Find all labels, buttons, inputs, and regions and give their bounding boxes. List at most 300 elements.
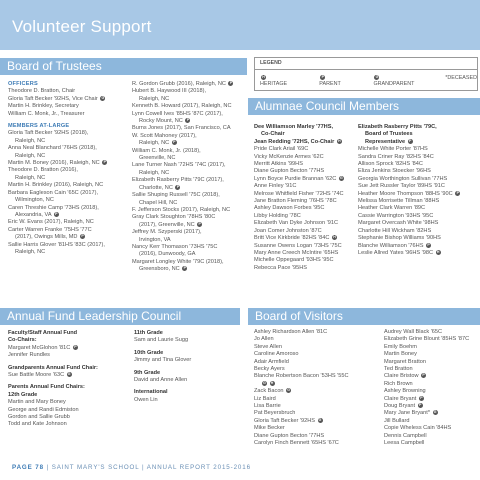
list-item-text: (2017), Owings Mills, MD bbox=[15, 234, 78, 241]
list-item-text: David and Anne Allen bbox=[134, 377, 188, 384]
list-item-text: Eliza Jenkins Stoecker '96HS bbox=[358, 168, 431, 175]
list-item bbox=[8, 153, 126, 160]
grandparent-icon: G bbox=[263, 380, 266, 385]
list-item bbox=[132, 185, 250, 192]
page-footer bbox=[12, 464, 251, 471]
list-item-text: Lynn Cowell Ives '85HS '87C (2017), bbox=[132, 110, 223, 117]
list-item-text: Vicky McKenzie Armes '62C bbox=[254, 153, 324, 160]
grandparent-icon: G bbox=[318, 417, 322, 422]
list-item bbox=[358, 168, 478, 175]
list-item-text: Lane Turner Nash '72HS '74C (2017), bbox=[132, 162, 226, 169]
list-item-text: Jimmy and Tina Glover bbox=[134, 357, 192, 364]
parent-icon: P bbox=[422, 373, 425, 378]
legend-grandparent: G GRANDPARENT bbox=[373, 75, 415, 87]
list-item-text: Grandparents Annual Fund Chair: bbox=[8, 364, 98, 371]
legend-heritage: H HERITAGE bbox=[260, 75, 288, 87]
list-item bbox=[132, 88, 250, 95]
list-item bbox=[358, 228, 478, 235]
heritage-icon: H bbox=[333, 235, 336, 240]
parent-icon: P bbox=[176, 184, 180, 189]
list-item bbox=[358, 213, 478, 220]
list-item bbox=[254, 433, 370, 440]
list-item bbox=[132, 244, 250, 251]
list-item bbox=[8, 205, 126, 212]
list-item-text: Jean Redding '72HS, Co-Chair bbox=[254, 138, 335, 145]
list-item bbox=[254, 265, 366, 272]
list-item bbox=[8, 372, 126, 379]
list-item bbox=[132, 214, 250, 221]
list-item bbox=[358, 243, 478, 250]
list-item-text: (2016), Dunwoody, GA bbox=[139, 251, 196, 258]
list-item bbox=[8, 96, 126, 103]
list-item-text: Diane Gupton Becton '77HS bbox=[254, 168, 325, 175]
list-item-text: Jennifer Rundles bbox=[8, 352, 50, 359]
list-item bbox=[132, 192, 250, 199]
list-item bbox=[8, 407, 126, 414]
parent-icon: P bbox=[186, 118, 190, 123]
list-item-text: Doug Bryant bbox=[384, 403, 416, 410]
list-item bbox=[358, 176, 478, 183]
list-item-text: Pat Beyersbruch bbox=[254, 410, 296, 417]
list-item bbox=[254, 344, 370, 351]
heritage-icon: H bbox=[436, 249, 440, 254]
list-item-text: OFFICERS bbox=[8, 81, 38, 87]
list-item bbox=[132, 237, 250, 244]
list-item bbox=[254, 213, 366, 220]
list-item-text: Raleigh, NC bbox=[139, 169, 170, 176]
parent-icon: P bbox=[81, 234, 84, 239]
list-item bbox=[254, 329, 370, 336]
list-item-text: R. Gordon Grubb (2016), Raleigh, NC bbox=[132, 81, 226, 87]
list-item-text: Stephanie Bishop Williams '90HS bbox=[358, 235, 441, 242]
list-item bbox=[254, 440, 370, 447]
list-item bbox=[132, 103, 250, 110]
list-item bbox=[8, 234, 126, 241]
list-item bbox=[384, 418, 480, 425]
list-item-text: Co-Chair bbox=[261, 131, 285, 138]
list-item-text: Joan Comer Johnston '87C bbox=[254, 227, 322, 234]
list-item bbox=[384, 336, 480, 343]
visitors-column-1 bbox=[254, 329, 370, 448]
list-item bbox=[8, 330, 126, 337]
list-item-text: Sue Jett Russler Taylor '89HS '91C bbox=[358, 183, 445, 190]
list-item bbox=[134, 330, 234, 337]
list-item-text: Margaret Longley White '79C (2018), bbox=[132, 258, 224, 265]
list-item-text: International bbox=[134, 389, 168, 396]
list-item-text: Michelle Oppegaard '93HS '95C bbox=[254, 257, 334, 264]
list-item-text: Martin Boney bbox=[384, 351, 417, 358]
list-item-text: Liz Baird bbox=[254, 395, 276, 402]
list-item-text: MEMBERS AT-LARGE bbox=[8, 123, 70, 130]
list-item-text: Sandra Criner Ray '82HS '84C bbox=[358, 153, 434, 160]
list-item bbox=[8, 145, 126, 152]
list-item-text: Board of Trustees bbox=[365, 131, 413, 138]
list-item-text: Elizabeth Van Dyke Johnson '91C bbox=[254, 220, 338, 227]
deceased-icon: * bbox=[445, 75, 448, 81]
list-item-text: Martin M. Boney (2016), Raleigh, NC bbox=[8, 160, 100, 167]
list-item-text: Faculty/Staff Annual Fund bbox=[8, 330, 78, 336]
list-item-text: Mary Anne Creech McIntire '65HS bbox=[254, 249, 339, 256]
list-item-text: Britt Vice Kirkbride '82HS '84C bbox=[254, 235, 330, 242]
list-item-text: Todd and Kate Johnson bbox=[8, 421, 67, 428]
list-item-text: Eric W. Evans (2017), Raleigh, NC bbox=[8, 219, 94, 226]
list-item-text: Steve Allen bbox=[254, 343, 282, 350]
parent-icon: P bbox=[198, 221, 201, 226]
list-item bbox=[254, 243, 366, 250]
list-item bbox=[132, 118, 250, 125]
list-item bbox=[384, 440, 480, 447]
list-item-text: Jill Bullard bbox=[384, 417, 410, 424]
list-item bbox=[254, 198, 366, 205]
list-item bbox=[8, 212, 126, 219]
list-item bbox=[254, 176, 366, 183]
list-item-text: F. Jefferson Stocks (2017), Raleigh, NC bbox=[132, 206, 231, 213]
list-item-text: Allison Sprock '82HS '84C bbox=[358, 161, 423, 168]
legend-deceased: *DECEASED bbox=[445, 75, 477, 81]
list-item-text: Gloria Taft Becker '92HS bbox=[254, 417, 315, 424]
list-item-text: Theodore D. Bratton (2016), bbox=[8, 167, 78, 174]
parent-icon: P bbox=[173, 140, 176, 145]
list-item bbox=[254, 139, 366, 146]
grandparent-icon: G bbox=[433, 410, 437, 415]
list-item bbox=[384, 366, 480, 373]
page-header-bar bbox=[0, 0, 480, 50]
legend-box bbox=[254, 57, 478, 91]
alumnae-column-1 bbox=[254, 124, 366, 272]
list-item bbox=[134, 397, 234, 404]
list-item-text: Michelle White Porter '87HS bbox=[358, 146, 428, 153]
list-item-text: Jeffrey M. Szyperski (2017), bbox=[132, 229, 202, 236]
parent-icon: P bbox=[409, 138, 412, 143]
list-item bbox=[358, 205, 478, 212]
list-item-text: Carter Warren Franke '75HS '77C bbox=[8, 226, 92, 233]
list-item-text: Charlotte, NC bbox=[139, 184, 173, 191]
list-item bbox=[134, 377, 234, 384]
list-item-text: Claire Bristow bbox=[384, 373, 419, 380]
list-item-text: Claire Bryant bbox=[384, 395, 417, 402]
list-item-text: Jane Bratton Fleming '76HS '78C bbox=[254, 198, 337, 205]
list-item-text: Sam and Laurie Sugg bbox=[134, 337, 189, 344]
list-item-text: William C. Monk, Jr., Treasurer bbox=[8, 110, 85, 117]
list-item bbox=[132, 162, 250, 169]
list-item-text: 11th Grade bbox=[134, 330, 163, 336]
list-item bbox=[132, 229, 250, 236]
list-item bbox=[254, 388, 370, 395]
list-item-text: Raleigh, NC bbox=[15, 248, 46, 255]
list-item-text: Ashley Dawson Forbes '95C bbox=[254, 205, 325, 212]
parent-icon: P bbox=[456, 190, 459, 195]
list-item-text: Leesa Campbell bbox=[384, 440, 425, 447]
list-item-text: Martin H. Brinkley, Secretary bbox=[8, 103, 79, 110]
list-item bbox=[384, 403, 480, 410]
list-item bbox=[384, 359, 480, 366]
list-item bbox=[254, 146, 366, 153]
list-item-text: Margaret Bratton bbox=[384, 358, 426, 365]
list-item bbox=[134, 389, 234, 396]
parent-icon: P bbox=[418, 403, 422, 408]
list-item bbox=[134, 370, 234, 377]
parent-icon: P bbox=[55, 211, 58, 216]
list-item bbox=[132, 200, 250, 207]
list-item-text: Susanne Owens Logan '73HS '75C bbox=[254, 242, 342, 249]
list-item-text: Sue Battle Moore '63C bbox=[8, 372, 65, 379]
list-item-text: Jo Allen bbox=[254, 336, 274, 343]
list-item-text: 10th Grade bbox=[134, 349, 164, 356]
page-number: PAGE 78 bbox=[12, 464, 44, 471]
legend-title: LEGEND bbox=[260, 60, 282, 66]
list-item bbox=[254, 235, 366, 242]
list-item-text: Elizabeth Grine Blount '85HS '87C bbox=[384, 336, 470, 343]
list-item bbox=[254, 124, 366, 131]
list-item bbox=[358, 183, 478, 190]
list-item bbox=[358, 154, 478, 161]
visitors-column-2 bbox=[384, 329, 480, 448]
footer-separator: | bbox=[142, 464, 145, 471]
list-item bbox=[8, 138, 126, 145]
list-item bbox=[8, 384, 126, 391]
list-item bbox=[358, 146, 478, 153]
list-item-text: Gray Clark Stoughton '78HS '80C bbox=[132, 214, 216, 221]
list-item-text: Kenneth B. Howard (2017), Raleigh, NC bbox=[132, 103, 232, 110]
parent-icon: P bbox=[74, 344, 77, 349]
list-item bbox=[8, 249, 126, 256]
list-item bbox=[8, 242, 126, 249]
list-item bbox=[8, 421, 126, 428]
list-item bbox=[8, 103, 126, 110]
heritage-icon: H bbox=[338, 138, 341, 143]
list-item bbox=[8, 337, 126, 344]
page-title: Volunteer Support bbox=[12, 17, 152, 36]
list-item bbox=[132, 170, 250, 177]
list-item-text: Raleigh, NC bbox=[15, 174, 46, 181]
list-item-text: 12th Grade bbox=[8, 391, 38, 398]
parent-icon: P bbox=[420, 395, 423, 400]
list-item bbox=[254, 366, 370, 373]
parent-icon: P bbox=[183, 266, 186, 271]
list-item bbox=[8, 345, 126, 352]
list-item-text: Gloria Taft Becker '92HS, Vice Chair bbox=[8, 95, 98, 102]
list-item bbox=[8, 399, 126, 406]
list-item bbox=[8, 219, 126, 226]
list-item-text: Cassie Warrington '93HS '95C bbox=[358, 212, 434, 219]
list-item-text: Lisa Barrie bbox=[254, 403, 281, 410]
list-item-text: Blanche Williamson '76HS bbox=[358, 242, 424, 249]
list-item-text: Rocky Mount, NC bbox=[139, 118, 183, 125]
list-item bbox=[384, 344, 480, 351]
list-item bbox=[254, 131, 366, 138]
list-item bbox=[254, 250, 366, 257]
list-item bbox=[8, 130, 126, 137]
list-item bbox=[384, 373, 480, 380]
grandparent-icon: G bbox=[340, 175, 343, 180]
list-item-text: Diane Gupton Becton '77HS bbox=[254, 432, 325, 439]
list-item-text: Gordon and Sallie Grubb bbox=[8, 414, 70, 421]
list-item bbox=[358, 220, 478, 227]
list-item-text: Greenville, NC bbox=[139, 155, 176, 162]
list-item bbox=[254, 257, 366, 264]
list-item-text: (2017), Greenville, NC bbox=[139, 221, 195, 228]
list-item-text: Burns Jones (2017), San Francisco, CA bbox=[132, 125, 231, 132]
list-item bbox=[8, 88, 126, 95]
list-item-text: Alexandria, VA bbox=[15, 211, 52, 218]
list-item bbox=[384, 329, 480, 336]
list-item bbox=[134, 357, 234, 364]
list-item bbox=[254, 418, 370, 425]
list-item-text: Elizabeth Rasberry Pitts '79C, bbox=[358, 124, 437, 130]
list-item-text: 9th Grade bbox=[134, 369, 161, 376]
list-item bbox=[358, 139, 478, 146]
list-item-text: Ashley Richardson Allen '81C bbox=[254, 329, 328, 335]
list-item bbox=[8, 352, 126, 359]
list-item-text: Irvington, VA bbox=[139, 236, 171, 243]
legend-items bbox=[260, 75, 477, 87]
list-item-text: Theodore D. Bratton, Chair bbox=[8, 88, 76, 95]
list-item-text: Melrose Whitfield Fisher '72HS '74C bbox=[254, 190, 344, 197]
grandparent-icon: G bbox=[101, 95, 105, 100]
list-item-text: Heather Moore Thompson '88HS '90C bbox=[358, 190, 453, 197]
list-item-text: Raleigh, NC bbox=[139, 95, 170, 102]
list-item bbox=[254, 403, 370, 410]
list-item bbox=[384, 410, 480, 417]
list-item-text: Margaret McGlohon '81C bbox=[8, 344, 71, 351]
list-item-text: Dee Williamson Marley '77HS, bbox=[254, 124, 334, 130]
alumnae-column-2 bbox=[358, 124, 478, 257]
list-item bbox=[254, 336, 370, 343]
list-item-text: Georgia Worthington Sullivan '77HS bbox=[358, 175, 448, 182]
list-item-text: Greensboro, NC bbox=[139, 266, 180, 273]
list-item-text: Merritt Atkins '99HS bbox=[254, 161, 303, 168]
list-item-text: Heather Clark Warren '89C bbox=[358, 205, 426, 212]
legend-divider bbox=[255, 69, 477, 70]
list-item-text: Zack Bacon bbox=[254, 388, 284, 395]
list-item bbox=[132, 251, 250, 258]
list-item-text: Sallie Shuping Russell '75C (2018), bbox=[132, 192, 220, 199]
list-item bbox=[8, 414, 126, 421]
list-item bbox=[358, 198, 478, 205]
list-item bbox=[8, 190, 126, 197]
list-item bbox=[384, 351, 480, 358]
list-item-text: Blanche Robertson Bacon '53HS '55C bbox=[254, 373, 349, 380]
list-item bbox=[254, 205, 366, 212]
list-item-text: Carolyn Finch Bennett '65HS '67C bbox=[254, 440, 339, 447]
list-item bbox=[384, 396, 480, 403]
list-item-text: Martin and Mary Boney bbox=[8, 399, 66, 406]
list-item-text: Caroline Amoroso bbox=[254, 351, 299, 358]
list-item-text: Rich Brown bbox=[384, 380, 413, 387]
section-subheading bbox=[8, 81, 126, 88]
board-of-trustees-heading: Board of Trustees bbox=[0, 58, 247, 75]
list-item bbox=[132, 140, 250, 147]
footer-report: ANNUAL REPORT 2015-2016 bbox=[146, 464, 251, 471]
list-item bbox=[8, 160, 126, 167]
list-item-text: Representative bbox=[365, 138, 406, 145]
list-item bbox=[358, 191, 478, 198]
legend-parent: P PARENT bbox=[319, 75, 341, 87]
list-item-text: Dennis Campbell bbox=[384, 432, 427, 439]
list-item-text: Copie Wheless Cain '84HS bbox=[384, 425, 452, 432]
list-item-text: Emily Boehm bbox=[384, 343, 417, 350]
annual-fund-heading: Annual Fund Leadership Council bbox=[0, 308, 240, 325]
list-item bbox=[384, 425, 480, 432]
list-item-text: Raleigh, NC bbox=[15, 152, 46, 159]
list-item bbox=[132, 81, 250, 88]
parent-icon: P bbox=[427, 242, 430, 247]
list-item bbox=[8, 197, 126, 204]
annual-fund-column-2 bbox=[134, 330, 234, 404]
list-item-text: William C. Monk, Jr. (2018), bbox=[132, 147, 201, 154]
list-item-text: Mary Jane Bryant* bbox=[384, 410, 431, 417]
list-item bbox=[8, 111, 126, 118]
list-item-text: Chapel Hill, NC bbox=[139, 199, 178, 206]
list-item-text: Audrey Wall Black '65C bbox=[384, 329, 443, 335]
list-item-text: Anne Finley '91C bbox=[254, 183, 297, 190]
list-item bbox=[132, 177, 250, 184]
list-item bbox=[132, 125, 250, 132]
list-item-text: Parents Annual Fund Chairs: bbox=[8, 384, 85, 391]
list-item bbox=[254, 373, 370, 380]
list-item bbox=[132, 259, 250, 266]
list-item bbox=[358, 124, 478, 131]
heritage-icon: H bbox=[270, 380, 274, 385]
grandparent-icon: G bbox=[375, 75, 379, 80]
list-item bbox=[254, 425, 370, 432]
list-item bbox=[8, 365, 126, 372]
list-item bbox=[132, 155, 250, 162]
trustees-column-2 bbox=[132, 81, 250, 274]
list-item-text: Ashley Browning bbox=[384, 388, 426, 395]
list-item bbox=[254, 381, 370, 388]
list-item bbox=[254, 191, 366, 198]
parent-icon: P bbox=[103, 160, 106, 165]
trustees-column-1 bbox=[8, 81, 126, 256]
list-item-text: George and Randi Edmiston bbox=[8, 406, 79, 413]
list-item bbox=[8, 167, 126, 174]
list-item bbox=[134, 350, 234, 357]
list-item bbox=[132, 111, 250, 118]
list-item bbox=[132, 96, 250, 103]
list-item-text: Nancy Kerr Thomason '73HS '75C bbox=[132, 243, 218, 250]
list-item bbox=[358, 131, 478, 138]
list-item-text: Adair Armfield bbox=[254, 358, 289, 365]
list-item-text: W. Scott Mahoney (2017), bbox=[132, 132, 197, 139]
list-item-text: Owen Lin bbox=[134, 396, 158, 403]
list-item bbox=[8, 227, 126, 234]
list-item-text: Raleigh, NC bbox=[15, 137, 46, 144]
list-item-text: Melissa Morrisette Tillman '88HS bbox=[358, 198, 440, 205]
list-item-text: Elizabeth Rasberry Pitts '79C (2017), bbox=[132, 177, 224, 184]
list-item bbox=[132, 207, 250, 214]
list-item bbox=[254, 168, 366, 175]
list-item-text: Ted Bratton bbox=[384, 366, 413, 373]
heritage-icon: H bbox=[262, 75, 265, 80]
list-item-text: Margaret Overcash White '98HS bbox=[358, 220, 439, 227]
footer-school: SAINT MARY'S SCHOOL bbox=[51, 464, 140, 471]
list-item bbox=[254, 410, 370, 417]
list-item-text: Martin H. Brinkley (2016), Raleigh, NC bbox=[8, 182, 104, 189]
list-item-text: Libby Holding '78C bbox=[254, 212, 301, 219]
list-item-text: Leslie Allred Yates '96HS '98C bbox=[358, 249, 434, 256]
list-item bbox=[132, 266, 250, 273]
list-item bbox=[8, 175, 126, 182]
grandparent-icon: G bbox=[67, 372, 71, 377]
board-of-visitors-heading: Board of Visitors bbox=[248, 308, 480, 325]
list-item-text: Lynn Boyce Purdie Brannan '62C bbox=[254, 175, 337, 182]
list-item-text: Anna Neal Blanchard '76HS (2018), bbox=[8, 145, 97, 152]
list-item-text: Hubert B. Haywood III (2018), bbox=[132, 88, 206, 95]
section-subheading bbox=[8, 123, 126, 130]
list-item bbox=[358, 161, 478, 168]
alumnae-council-heading: Alumnae Council Members bbox=[248, 98, 480, 115]
